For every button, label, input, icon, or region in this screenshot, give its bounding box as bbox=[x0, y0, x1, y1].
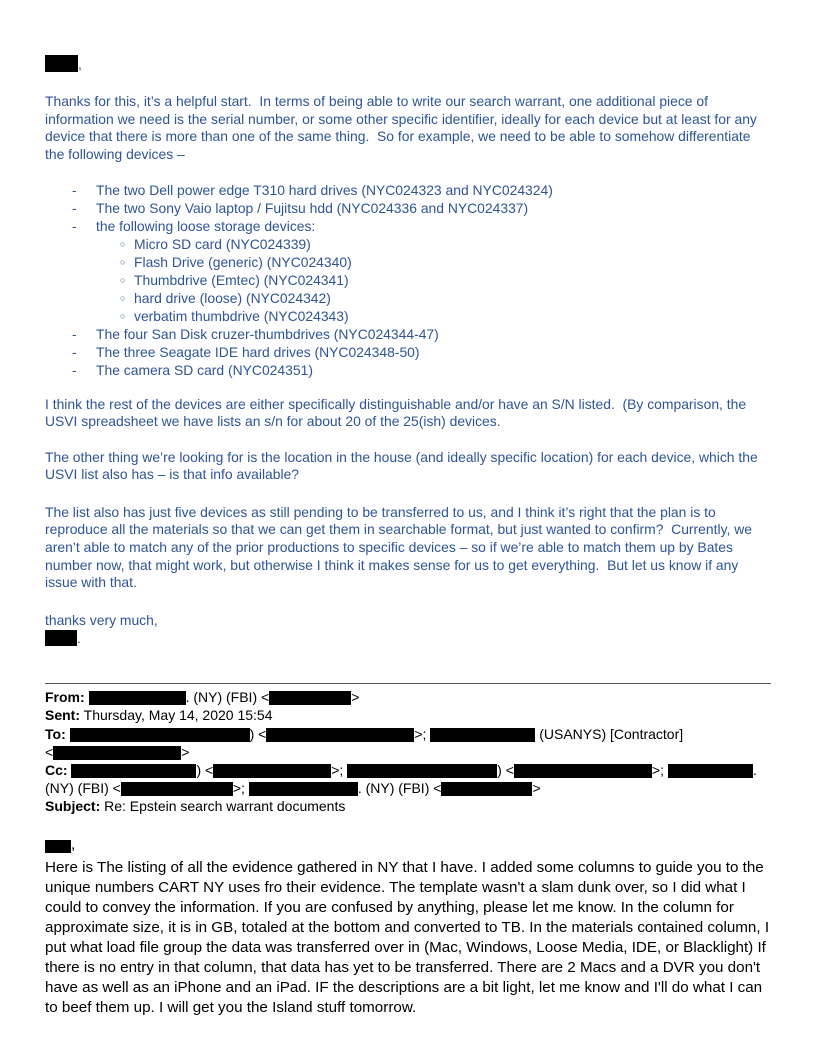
header-subject-line bbox=[45, 797, 771, 815]
redaction-bar bbox=[45, 840, 71, 853]
redaction-bar bbox=[249, 782, 358, 796]
redaction-bar bbox=[269, 691, 351, 705]
cc-text: . bbox=[752, 762, 757, 779]
cc-text: >; bbox=[651, 762, 668, 779]
sub-list-item bbox=[120, 289, 771, 307]
redaction-bar bbox=[45, 55, 78, 72]
dash-bullet: - bbox=[72, 325, 77, 342]
redaction-bar bbox=[45, 630, 77, 646]
top-email-closing: thanks very much, bbox=[45, 611, 158, 628]
top-email-paragraph-4: The list also has just five devices as still pending to be transferred to us, and I think it’s right that the plan is to reproduce all the materials so that we can get them in searchable format, but just wanted to confirm? Currently, we aren’t able to match any of the prior productions to specific devices – so if we’re able to match them up by Bates number now, that might work, but otherwise I think it makes sense for us to get everything. But let us know if any issue with that. bbox=[45, 503, 756, 591]
list-item bbox=[45, 199, 771, 217]
top-email-paragraph-1: Thanks for this, it’s a helpful start. In terms of being able to write our search warrant, one additional piece of information we need is the serial number, or some other specific identifier, ideally for each device but at least for any device that there is more than one of the same thing. So for example, we need to be able to somehow differentiate the following devices – bbox=[45, 93, 761, 162]
sub-list-item bbox=[120, 271, 771, 289]
top-email-paragraph-3: The other thing we’re looking for is the location in the house (and ideally specific location) for each device, which the USVI list also has – is that info available? bbox=[45, 448, 762, 483]
to-label: To: bbox=[45, 725, 66, 742]
from-label: From: bbox=[45, 689, 85, 706]
sub-list-item-text: Flash Drive (generic) (NYC024340) bbox=[134, 253, 352, 270]
dash-bullet: - bbox=[72, 343, 77, 360]
redaction-bar bbox=[668, 764, 753, 778]
sub-list-item bbox=[120, 307, 771, 325]
greeting-punctuation: , bbox=[78, 56, 82, 72]
top-email-paragraph-2: I think the rest of the devices are either specifically distinguishable and/or have an S/N listed. (By comparison, the USVI spreadsheet we have lists an s/n for about 20 of the 25(ish) devices. bbox=[45, 395, 750, 430]
subject-label: Subject: bbox=[45, 798, 101, 815]
list-item-text: The two Sony Vaio laptop / Fujitsu hdd (NYC024336 and NYC024337) bbox=[96, 199, 529, 216]
cc-text: ) < bbox=[196, 762, 214, 779]
redaction-bar bbox=[53, 746, 181, 760]
redaction-bar bbox=[71, 764, 196, 778]
header-cc-line-2 bbox=[45, 779, 771, 797]
circle-bullet: ○ bbox=[120, 256, 126, 267]
sub-list-item-text: Micro SD card (NYC024339) bbox=[134, 235, 311, 252]
circle-bullet: ○ bbox=[120, 238, 126, 249]
redaction-bar bbox=[89, 691, 186, 705]
sent-value: Thursday, May 14, 2020 15:54 bbox=[83, 707, 273, 724]
cc-text: >; bbox=[331, 762, 348, 779]
top-email-signature bbox=[45, 630, 771, 647]
redaction-bar bbox=[430, 728, 535, 742]
list-item-text: The two Dell power edge T310 hard drives (NYC024323 and NYC024324) bbox=[96, 181, 553, 198]
dash-bullet: - bbox=[72, 181, 77, 198]
dash-bullet: - bbox=[72, 361, 77, 378]
list-item-text: The camera SD card (NYC024351) bbox=[96, 361, 313, 378]
to-text: >; bbox=[414, 725, 431, 742]
redaction-bar bbox=[70, 728, 250, 742]
sub-list-item bbox=[120, 253, 771, 271]
sent-label: Sent: bbox=[45, 707, 80, 724]
list-item-text: the following loose storage devices: bbox=[96, 217, 316, 234]
signature-punctuation: . bbox=[77, 630, 81, 647]
header-to-line-2 bbox=[45, 743, 771, 761]
cc-label: Cc: bbox=[45, 762, 68, 779]
list-item bbox=[45, 181, 771, 199]
to-text: (USANYS) [Contractor] bbox=[535, 725, 684, 742]
cc-text: > bbox=[532, 780, 541, 797]
to-text: ) < bbox=[249, 725, 267, 742]
header-to-line bbox=[45, 725, 771, 743]
to-text: > bbox=[181, 743, 190, 760]
circle-bullet: ○ bbox=[120, 292, 126, 303]
redaction-bar bbox=[347, 764, 497, 778]
circle-bullet: ○ bbox=[120, 274, 126, 285]
device-list bbox=[45, 181, 771, 379]
dash-bullet: - bbox=[72, 217, 77, 234]
sub-list-item bbox=[120, 235, 771, 253]
sub-list-item-text: Thumbdrive (Emtec) (NYC024341) bbox=[134, 271, 349, 288]
header-from-line bbox=[45, 688, 771, 706]
redaction-bar bbox=[213, 764, 331, 778]
sub-list-item-text: verbatim thumbdrive (NYC024343) bbox=[134, 307, 349, 324]
subject-value: Re: Epstein search warrant documents bbox=[104, 798, 346, 815]
list-item bbox=[45, 343, 771, 361]
cc-text: >; bbox=[232, 780, 249, 797]
to-text: < bbox=[45, 743, 54, 760]
list-item-text: The four San Disk cruzer-thumbdrives (NYC024344-47) bbox=[96, 325, 439, 342]
cc-text: . (NY) (FBI) < bbox=[357, 780, 442, 797]
list-item bbox=[45, 325, 771, 343]
redaction-bar bbox=[121, 782, 233, 796]
cc-text: ) < bbox=[497, 762, 514, 779]
header-sent-line bbox=[45, 706, 771, 724]
from-text: . (NY) (FBI) < bbox=[185, 689, 270, 706]
redaction-bar bbox=[441, 782, 532, 796]
header-cc-line bbox=[45, 761, 771, 779]
email-divider-line bbox=[45, 683, 771, 684]
sub-list-item-text: hard drive (loose) (NYC024342) bbox=[134, 289, 331, 306]
bottom-email-greeting bbox=[45, 836, 771, 854]
top-email-greeting bbox=[45, 55, 771, 73]
list-item-text: The three Seagate IDE hard drives (NYC024348-50) bbox=[96, 343, 420, 360]
bottom-email-body: Here is The listing of all the evidence gathered in NY that I have. I added some columns to guide you to the unique numbers CART NY uses fro their evidence. The template wasn't a slam dunk over, so I did what I could to convey the information. If you are confused by anything, please let me know. In the column for approximate size, it is in GB, totaled at the bottom and converted to TB. In the materials contained column, I put what load file group the data was transferred over in (Mac, Windows, Loose Media, IDE, or Blacklight) If there is no entry in that column, that data has yet to be transferred. There are 2 Macs and a DVR you don't have as well as an iPhone and an iPad. IF the descriptions are a bit light, let me know and I'll do what I can to beef them up. I will get you the Island stuff tomorrow. bbox=[45, 858, 774, 1016]
redaction-bar bbox=[266, 728, 414, 742]
cc-text: (NY) (FBI) < bbox=[45, 780, 121, 797]
circle-bullet: ○ bbox=[120, 310, 126, 321]
redaction-bar bbox=[514, 764, 652, 778]
from-text-end: > bbox=[351, 689, 360, 706]
list-item bbox=[45, 217, 771, 235]
email-header-block bbox=[45, 688, 771, 815]
greeting-punctuation: , bbox=[71, 835, 76, 853]
dash-bullet: - bbox=[72, 199, 77, 216]
list-item bbox=[45, 361, 771, 379]
